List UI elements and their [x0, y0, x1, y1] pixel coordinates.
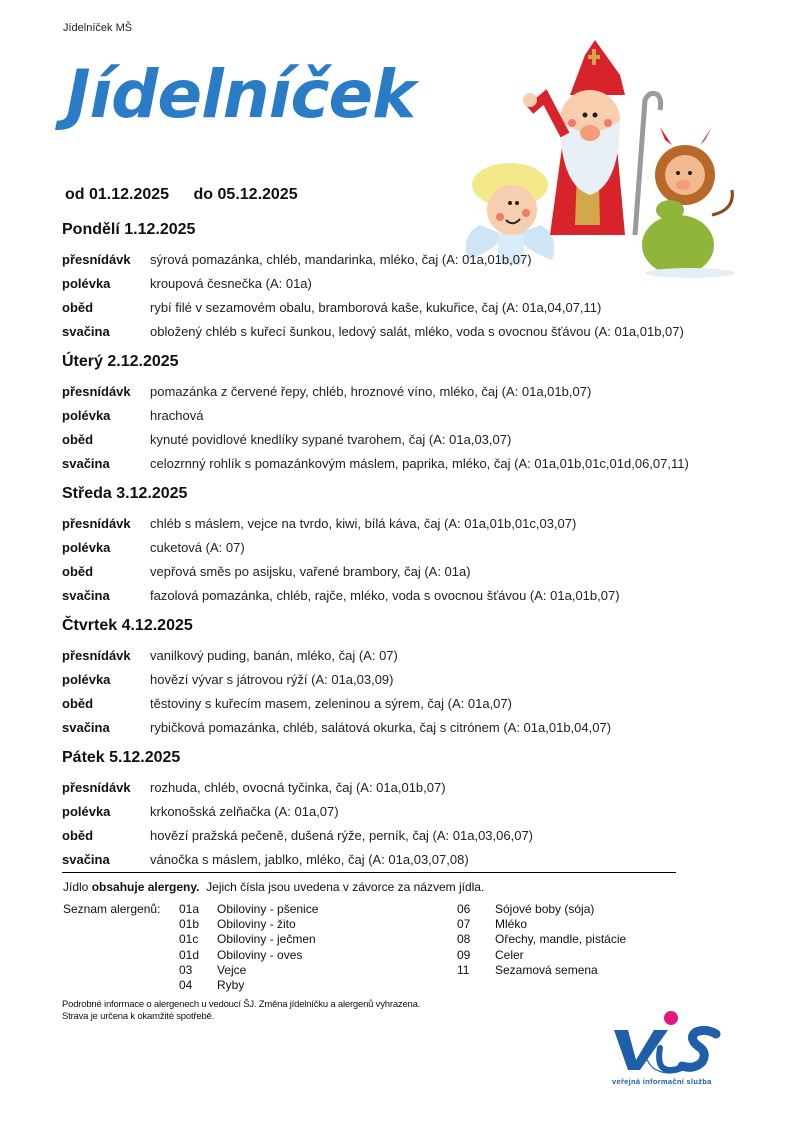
allergen-list-label: Seznam alergenů: [63, 902, 161, 916]
meal-text: chléb s máslem, vejce na tvrdo, kiwi, bílá káva, čaj (A: 01a,01b,01c,03,07) [150, 515, 577, 531]
meal-row-snack-pm [62, 583, 742, 607]
meal-text: rybí filé v sezamovém obalu, bramborová kaše, kukuřice, čaj (A: 01a,04,07,11) [150, 299, 602, 315]
allergen-list-column-1 [179, 902, 318, 993]
meal-text: obložený chléb s kuřecí šunkou, ledový salát, mléko, voda s ovocnou šťávou (A: 01a,01b,07) [150, 323, 684, 339]
meal-label: svačina [62, 455, 110, 471]
meal-label: oběd [62, 827, 94, 843]
meal-text: hovězí pražská pečeně, dušená rýže, perník, čaj (A: 01a,03,06,07) [150, 827, 534, 843]
meal-row-soup [62, 535, 742, 559]
allergen-note [63, 880, 484, 894]
footer-note-line-1: Podrobné informace o alergenech u vedoucí ŠJ. Změna jídelníčku a alergenů vyhrazena. [62, 999, 421, 1010]
allergen-item [179, 948, 318, 963]
date-from: od 01.12.2025 [65, 186, 170, 203]
weekly-menu [62, 220, 742, 880]
meal-label: přesnídávk [62, 251, 131, 267]
day-friday [62, 748, 742, 871]
allergen-code: 03 [179, 962, 193, 977]
meal-row-snack-am [62, 247, 742, 271]
meal-row-soup [62, 667, 742, 691]
allergen-name: Obiloviny - žito [217, 917, 296, 932]
meal-label: oběd [62, 431, 94, 447]
allergen-code: 06 [457, 902, 471, 916]
meal-text: cuketová (A: 07) [150, 539, 245, 555]
meal-row-lunch [62, 691, 742, 715]
allergen-code: 07 [457, 917, 471, 932]
meal-label: oběd [62, 695, 94, 711]
meal-text: rybičková pomazánka, chléb, salátová okurka, čaj s citrónem (A: 01a,01b,04,07) [150, 719, 612, 735]
day-title: Pondělí 1.12.2025 [62, 221, 196, 238]
document-header-label: Jídelníček MŠ [63, 22, 133, 34]
meal-row-lunch [62, 823, 742, 847]
meal-text: hrachová [150, 407, 204, 423]
allergen-item [179, 978, 318, 993]
day-tuesday [62, 352, 742, 475]
allergen-item [457, 963, 626, 978]
meal-label: polévka [62, 275, 111, 291]
allergen-name: Obiloviny - pšenice [217, 902, 319, 916]
meal-row-lunch [62, 295, 742, 319]
page-title: Jídelníček [66, 56, 416, 133]
allergen-code: 11 [457, 962, 470, 977]
meal-text: fazolová pomazánka, chléb, rajče, mléko, voda s ovocnou šťávou (A: 01a,01b,07) [150, 587, 620, 603]
vis-logo-subtitle: veřejná informační služba [612, 1077, 712, 1086]
day-title: Středa 3.12.2025 [62, 485, 188, 502]
meal-text: kroupová česnečka (A: 01a) [150, 275, 312, 291]
allergen-name: Obiloviny - oves [217, 947, 303, 962]
meal-text: kynuté povidlové knedlíky sypané tvarohem, čaj (A: 01a,03,07) [150, 431, 512, 447]
meal-row-snack-am [62, 775, 742, 799]
allergen-code: 04 [179, 977, 193, 992]
allergen-name: Vejce [217, 962, 247, 977]
allergen-code: 01c [179, 932, 199, 947]
meal-text: pomazánka z červené řepy, chléb, hroznové víno, mléko, čaj (A: 01a,01b,07) [150, 383, 592, 399]
allergen-code: 09 [457, 947, 471, 962]
meal-text: vánočka s máslem, jablko, mléko, čaj (A: 01a,03,07,08) [150, 851, 469, 867]
allergen-code: 01b [179, 917, 200, 932]
allergen-code: 08 [457, 932, 471, 947]
meal-row-snack-am [62, 511, 742, 535]
meal-row-lunch [62, 427, 742, 451]
date-to: do 05.12.2025 [193, 186, 298, 203]
meal-label: polévka [62, 803, 111, 819]
meal-row-snack-am [62, 643, 742, 667]
footer-note-line-2: Strava je určena k okamžité spotřebě. [62, 1011, 215, 1022]
meal-label: přesnídávk [62, 647, 131, 663]
meal-row-snack-pm [62, 715, 742, 739]
meal-label: polévka [62, 671, 111, 687]
meal-text: vepřová směs po asijsku, vařené brambory, čaj (A: 01a) [150, 563, 471, 579]
day-title: Čtvrtek 4.12.2025 [62, 617, 193, 634]
day-thursday [62, 616, 742, 739]
allergen-item [179, 963, 318, 978]
allergen-name: Obiloviny - ječmen [217, 932, 316, 947]
meal-label: svačina [62, 587, 110, 603]
allergen-item [179, 932, 318, 947]
meal-text: rozhuda, chléb, ovocná tyčinka, čaj (A: 01a,01b,07) [150, 779, 446, 795]
meal-row-snack-pm [62, 847, 742, 871]
meal-label: oběd [62, 563, 94, 579]
allergen-item [457, 917, 626, 932]
meal-row-snack-pm [62, 451, 742, 475]
meal-text: krkonošská zelňačka (A: 01a,07) [150, 803, 339, 819]
meal-label: oběd [62, 299, 94, 315]
meal-row-soup [62, 403, 742, 427]
meal-label: přesnídávk [62, 383, 131, 399]
day-title: Úterý 2.12.2025 [62, 353, 179, 370]
day-title: Pátek 5.12.2025 [62, 749, 181, 766]
allergen-item [179, 917, 318, 932]
meal-label: polévka [62, 407, 111, 423]
allergen-name: Ryby [217, 977, 245, 992]
allergen-code: 01d [179, 947, 200, 962]
meal-row-snack-am [62, 379, 742, 403]
allergen-item [457, 902, 626, 917]
allergen-list-column-2 [457, 902, 626, 978]
allergen-item [457, 932, 626, 947]
meal-label: svačina [62, 323, 110, 339]
footer-note [62, 999, 420, 1023]
allergen-note-prefix: Jídlo [63, 880, 92, 894]
meal-text: hovězí vývar s játrovou rýží (A: 01a,03,09) [150, 671, 394, 687]
meal-row-snack-pm [62, 319, 742, 343]
meal-label: polévka [62, 539, 111, 555]
meal-row-soup [62, 799, 742, 823]
allergen-name: Sójové boby (sója) [495, 902, 595, 916]
divider [62, 872, 676, 873]
day-monday [62, 220, 742, 343]
meal-label: svačina [62, 719, 110, 735]
meal-text: těstoviny s kuřecím masem, zeleninou a sýrem, čaj (A: 01a,07) [150, 695, 512, 711]
allergen-item [179, 902, 318, 917]
allergen-name: Celer [495, 947, 524, 962]
meal-text: celozrnný rohlík s pomazánkovým máslem, paprika, mléko, čaj (A: 01a,01b,01c,01d,06,07,11) [150, 455, 689, 471]
allergen-name: Ořechy, mandle, pistácie [495, 932, 627, 947]
allergen-name: Sezamová semena [495, 962, 598, 977]
allergen-code: 01a [179, 902, 200, 916]
date-range [65, 186, 318, 204]
meal-text: vanilkový puding, banán, mléko, čaj (A: 07) [150, 647, 398, 663]
allergen-note-suffix: Jejich čísla jsou uvedena v závorce za názvem jídla. [199, 880, 485, 894]
allergen-name: Mléko [495, 917, 528, 932]
allergen-note-bold: obsahuje alergeny. [91, 880, 200, 894]
day-wednesday [62, 484, 742, 607]
meal-label: přesnídávk [62, 515, 131, 531]
meal-row-soup [62, 271, 742, 295]
meal-label: přesnídávk [62, 779, 131, 795]
meal-row-lunch [62, 559, 742, 583]
allergen-item [457, 948, 626, 963]
meal-text: sýrová pomazánka, chléb, mandarinka, mléko, čaj (A: 01a,01b,07) [150, 251, 532, 267]
meal-label: svačina [62, 851, 110, 867]
